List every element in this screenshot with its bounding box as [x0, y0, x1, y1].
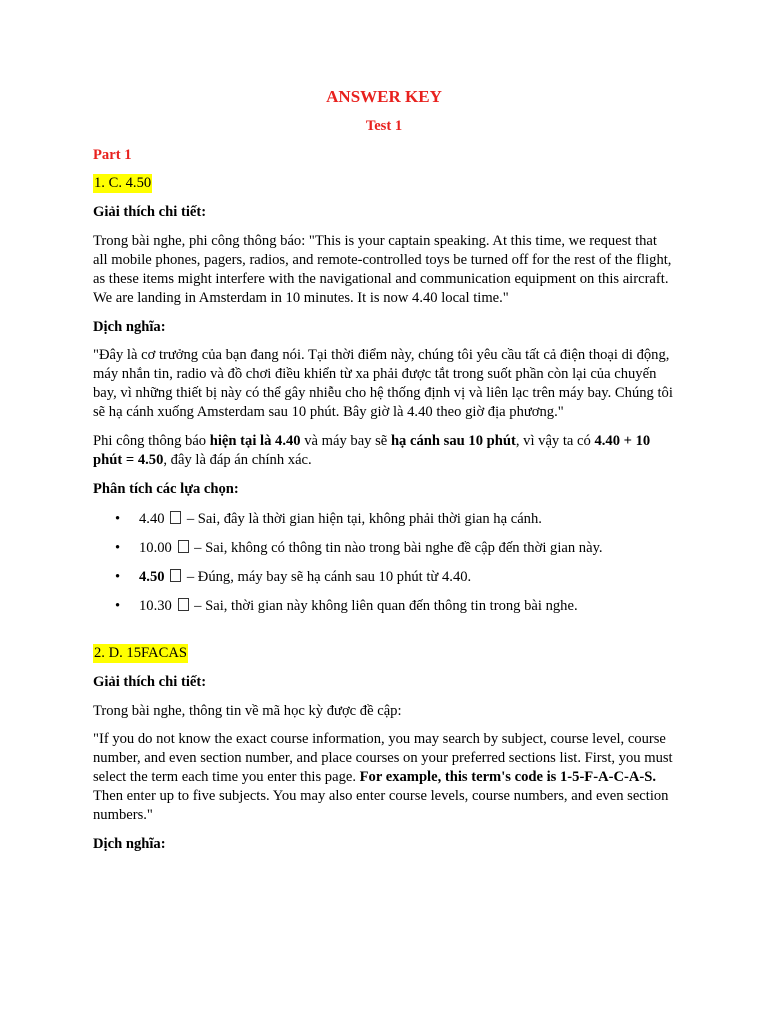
question-1-heading: 1. C. 4.50: [94, 175, 152, 191]
part-label: Part 1: [93, 147, 132, 163]
q2-quote: [93, 730, 675, 825]
q2-translate-label: Dịch nghĩa:: [93, 836, 166, 852]
q1-translate-text: "Đây là cơ trưởng của bạn đang nói. Tại thời điểm này, chúng tôi yêu cầu tất cả điện thoại di động, máy nhắn tin, radio và đồ chơi điều khiển từ xa phải được tắt trong suốt phần còn lại của chuyến bay, vì những thiết bị này có thể gây nhiễu cho hệ thống định vị và liên lạc trên máy bay. Chúng tôi sẽ hạ cánh xuống Amsterdam sau 10 phút. Bây giờ là 4.40 theo giờ địa phương.": [93, 347, 673, 420]
q1-choice-list: [93, 510, 675, 616]
q2-explain-label: Giải thích chi tiết:: [93, 674, 207, 690]
q2-quote-part: Then enter up to five subjects. You may also enter course levels, course numbers, and even section numbers.": [93, 788, 669, 823]
q1-conclusion-part: và máy bay sẽ: [300, 433, 391, 449]
missing-glyph-icon: [178, 598, 189, 611]
q1-conclusion: [93, 432, 675, 470]
q1-conclusion-part: , đây là đáp án chính xác.: [163, 452, 312, 468]
q2-quote-part: "If you do not know the exact course information, you may search by subject, course level, course number, and even section number, and place courses on your preferred sections list. First, you must select the term each time you enter this page.: [93, 731, 673, 785]
q1-analysis-label: Phân tích các lựa chọn:: [93, 481, 239, 497]
list-item: [93, 510, 675, 529]
choice-value: 10.30: [139, 598, 172, 614]
choice-text: – Sai, đây là thời gian hiện tại, không phải thời gian hạ cánh.: [183, 511, 542, 527]
q2-quote-bold: For example, this term's code is 1-5-F-A-C-A-S.: [359, 769, 657, 785]
list-item: [93, 568, 675, 587]
test-subtitle: Test 1: [365, 118, 403, 134]
choice-value: 4.40: [139, 511, 165, 527]
missing-glyph-icon: [178, 540, 189, 553]
q2-intro: Trong bài nghe, thông tin về mã học kỳ được đề cập:: [93, 703, 402, 719]
question-2-heading: 2. D. 15FACAS: [94, 645, 187, 661]
bullet-icon: •: [115, 540, 121, 556]
choice-value: 4.50: [139, 569, 165, 585]
document-content: [93, 86, 675, 854]
bullet-icon: •: [115, 511, 121, 527]
bullet-icon: •: [115, 598, 121, 614]
q1-conclusion-bold: 4.40 + 10 phút = 4.50: [93, 433, 651, 468]
q1-conclusion-bold: hiện tại là 4.40: [209, 433, 301, 449]
missing-glyph-icon: [170, 511, 181, 524]
choice-text: – Sai, thời gian này không liên quan đến thông tin trong bài nghe.: [190, 598, 578, 614]
q1-explain-label: Giải thích chi tiết:: [93, 204, 207, 220]
q1-conclusion-part: Phi công thông báo: [93, 433, 210, 449]
question-1-block: [93, 174, 675, 193]
list-item: [93, 539, 675, 558]
q1-conclusion-bold: hạ cánh sau 10 phút: [390, 433, 516, 449]
list-item: [93, 597, 675, 616]
question-2-block: [93, 644, 675, 663]
page-title: ANSWER KEY: [326, 87, 442, 106]
choice-text: – Đúng, máy bay sẽ hạ cánh sau 10 phút từ 4.40.: [183, 569, 472, 585]
q1-translate-label: Dịch nghĩa:: [93, 319, 166, 335]
q1-explain-text: Trong bài nghe, phi công thông báo: "This is your captain speaking. At this time, we request that all mobile phones, pagers, radios, and remote-controlled toys be turned off for the rest of the flight, as these items might interfere with the navigational and communication equipment on this aircraft. We are landing in Amsterdam in 10 minutes. It is now 4.40 local time.": [93, 233, 672, 306]
missing-glyph-icon: [170, 569, 181, 582]
choice-text: – Sai, không có thông tin nào trong bài nghe đề cập đến thời gian này.: [190, 540, 603, 556]
q1-conclusion-part: , vì vậy ta có: [515, 433, 595, 449]
bullet-icon: •: [115, 569, 121, 585]
choice-value: 10.00: [139, 540, 172, 556]
